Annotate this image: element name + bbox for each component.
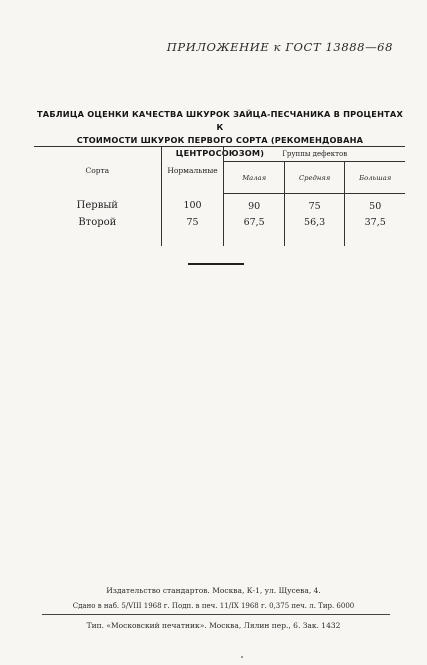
- row-name: Второй: [78, 216, 117, 228]
- cell-large: 37,5: [345, 214, 405, 230]
- imprint-printer: Тип. «Московский печатник». Москва, Лялин пер., 6. Зак. 1432: [86, 621, 341, 630]
- end-rule: [188, 263, 244, 265]
- cell-small: 67,5: [224, 214, 284, 230]
- imprint-divider: [42, 614, 390, 615]
- cell-small: 90: [224, 194, 284, 215]
- cell-medium: 56,3: [284, 214, 345, 230]
- header-defect-groups: Группы дефектов: [224, 147, 405, 162]
- page-dot: [241, 656, 243, 658]
- appendix-label: ПРИЛОЖЕНИЕ к ГОСТ 13888—68: [166, 40, 393, 54]
- header-small: Малая: [224, 162, 284, 194]
- header-sort: Сорта: [85, 165, 110, 175]
- header-medium: Средняя: [284, 162, 345, 194]
- header-normal: Нормальные: [161, 147, 224, 194]
- table-title-line-2: СТОИМОСТИ ШКУРОК ПЕРВОГО СОРТА (РЕКОМЕНДОВАНА ЦЕНТРОСОЮЗОМ): [76, 135, 364, 158]
- imprint-publisher: Издательство стандартов. Москва, К-1, ул. Щусева, 4.: [106, 586, 321, 595]
- cell-normal: 75: [161, 214, 224, 230]
- table-row-spacer: [34, 230, 405, 246]
- header-large: Большая: [345, 162, 405, 194]
- row-name: Первый: [76, 200, 118, 212]
- table-row: [34, 214, 405, 230]
- cell-normal: 100: [161, 194, 224, 215]
- cell-large: 50: [345, 194, 405, 215]
- quality-table: [34, 146, 405, 246]
- table-title-line-1: ТАБЛИЦА ОЦЕНКИ КАЧЕСТВА ШКУРОК ЗАЙЦА-ПЕСЧАНИКА В ПРОЦЕНТАХ К: [37, 109, 403, 132]
- imprint-print-info: Сдано в наб. 5/VIII 1968 г. Подп. в печ. 11/IX 1968 г. 0,375 печ. л. Тир. 6000: [72, 602, 355, 610]
- cell-medium: 75: [284, 194, 345, 215]
- table-row: [34, 194, 405, 215]
